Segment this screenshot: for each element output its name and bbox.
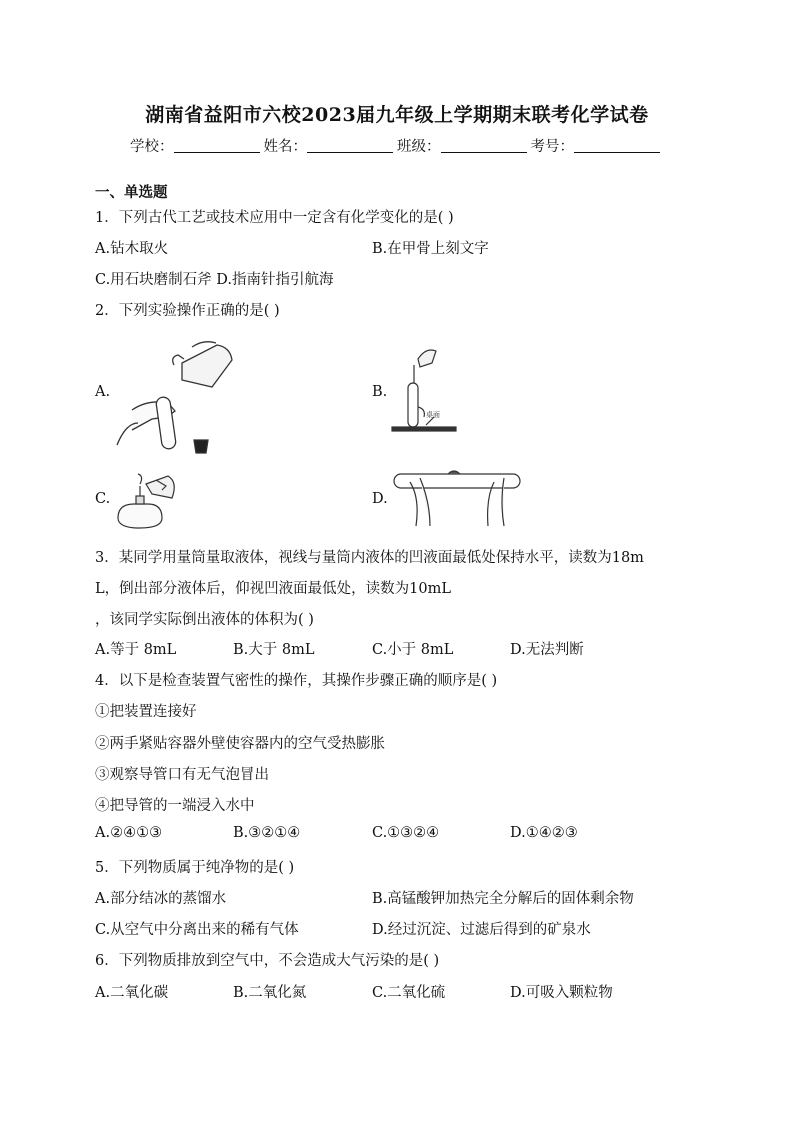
q3-option-d: D.无法判断 <box>510 642 584 658</box>
q1-option-b: B.在甲骨上刻文字 <box>372 241 489 257</box>
q1-option-cd: C.用石块磨制石斧 D.指南针指引航海 <box>95 272 334 288</box>
q1-stem: 1．下列古代工艺或技术应用中一定含有化学变化的是( ) <box>95 210 454 226</box>
q4-step-4: ④把导管的一端浸入水中 <box>95 798 255 814</box>
q4-step-2: ②两手紧贴容器外壁使容器内的空气受热膨胀 <box>95 736 385 752</box>
q6-stem: 6．下列物质排放到空气中，不会造成大气污染的是( ) <box>95 953 440 969</box>
page-title: 湖南省益阳市六校2023届九年级上学期期末联考化学试卷 <box>145 104 649 126</box>
class-label: 班级： <box>397 139 441 155</box>
q3-option-a: A.等于 8mL <box>95 642 177 658</box>
q5-option-d: D.经过沉淀、过滤后得到的矿泉水 <box>372 922 591 938</box>
q6-option-c: C.二氧化硫 <box>372 985 446 1001</box>
q1-option-a: A.钻木取火 <box>95 241 169 257</box>
q5-stem: 5．下列物质属于纯净物的是( ) <box>95 860 295 876</box>
heating-test-tube-figure <box>390 468 530 530</box>
q2-option-a-label: A. <box>95 384 111 400</box>
pouring-liquid-figure <box>112 335 242 455</box>
q3-stem-line3: ，该同学实际倒出液体的体积为( ) <box>95 612 314 628</box>
student-info-row <box>0 135 794 156</box>
q5-option-a: A.部分结冰的蒸馏水 <box>95 891 227 907</box>
q4-stem: 4．以下是检查装置气密性的操作，其操作步骤正确的顺序是( ) <box>95 673 498 689</box>
q4-step-1: ①把装置连接好 <box>95 704 197 720</box>
q2-option-d-label: D. <box>372 491 388 507</box>
q5-option-c: C.从空气中分离出来的稀有气体 <box>95 922 299 938</box>
q5-option-b: B.高锰酸钾加热完全分解后的固体剩余物 <box>372 891 634 907</box>
q3-stem-line1: 3．某同学用量筒量取液体，视线与量筒内液体的凹液面最低处保持水平，读数为18m <box>95 550 644 566</box>
q6-option-d: D.可吸入颗粒物 <box>510 985 613 1001</box>
q4-option-a: A.②④①③ <box>95 825 163 841</box>
name-blank[interactable] <box>307 138 393 153</box>
class-blank[interactable] <box>441 138 527 153</box>
desk-label: 桌面 <box>426 412 440 419</box>
q4-option-d: D.①④②③ <box>510 825 578 841</box>
q4-option-b: B.③②①④ <box>233 825 301 841</box>
exam-no-blank[interactable] <box>574 138 660 153</box>
q6-option-a: A.二氧化碳 <box>95 985 169 1001</box>
section-heading: 一、单选题 <box>95 184 168 201</box>
q4-step-3: ③观察导管口有无气泡冒出 <box>95 767 269 783</box>
q4-option-c: C.①③②④ <box>372 825 440 841</box>
school-blank[interactable] <box>174 138 260 153</box>
alcohol-lamp-figure <box>112 470 182 535</box>
exam-no-label: 考号： <box>530 139 574 155</box>
q3-stem-line2: L，倒出部分液体后，仰视凹液面最低处，读数为10mL <box>95 581 451 597</box>
q2-option-b-label: B. <box>372 384 388 400</box>
name-label: 姓名： <box>263 139 307 155</box>
q3-option-b: B.大于 8mL <box>233 642 315 658</box>
dropper-test-tube-figure <box>384 345 464 435</box>
q2-stem: 2．下列实验操作正确的是( ) <box>95 303 280 319</box>
q3-option-c: C.小于 8mL <box>372 642 454 658</box>
q6-option-b: B.二氧化氮 <box>233 985 307 1001</box>
q2-option-c-label: C. <box>95 491 111 507</box>
school-label: 学校： <box>130 139 174 155</box>
